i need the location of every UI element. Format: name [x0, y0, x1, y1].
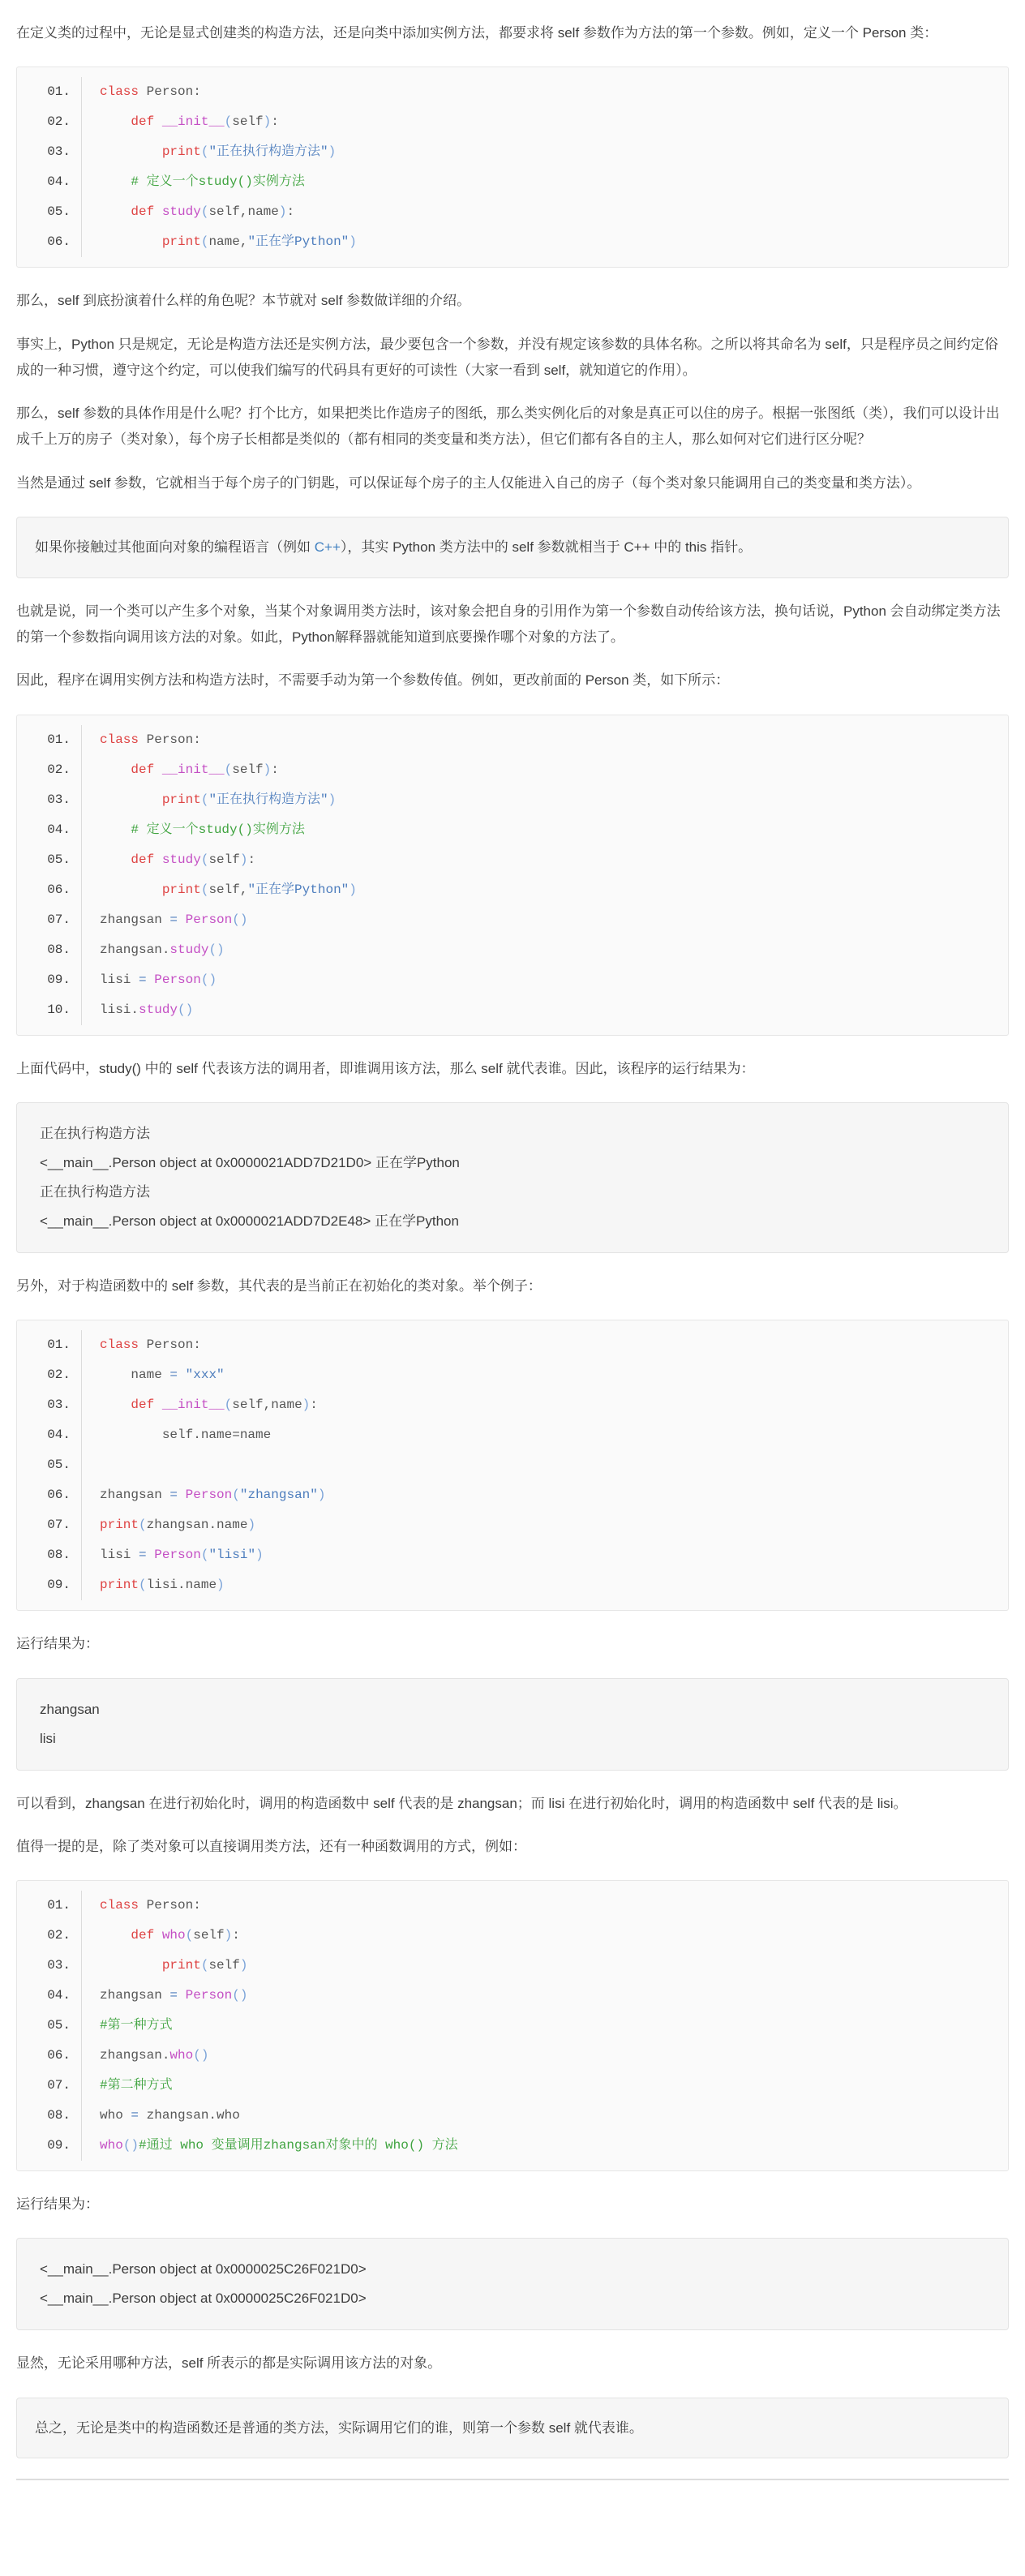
code-line	[17, 935, 1008, 965]
line-number: 02.	[17, 1921, 82, 1951]
code-line	[17, 2041, 1008, 2071]
code-text: def study(self,name):	[131, 204, 295, 220]
run-result-label: 运行结果为：	[16, 2196, 99, 2213]
code-line	[17, 1330, 1008, 1360]
code-line	[17, 2071, 1008, 2101]
paragraph: 那么，self 参数的具体作用是什么呢？打个比方，如果把类比作造房子的图纸，那么类实例化后的对象是真正可以住的房子。根据一张图纸（类），我们可以设计出成千上万的房子（类对象），每个房子长相都是类似的（都有相同的类变量和类方法），但它们都有各自的主人，那么如何对它们进行区分呢？	[16, 406, 1000, 448]
code-text: print("正在执行构造方法")	[161, 144, 337, 160]
code-line	[17, 77, 1008, 107]
code-text: print(name,"正在学Python")	[161, 234, 357, 250]
code-text: zhangsan = Person("zhangsan")	[100, 1488, 326, 1503]
output-line: <__main__.Person object at 0x0000025C26F021D0>	[40, 2261, 367, 2278]
line-number: 01.	[17, 725, 82, 755]
code-text: class Person:	[100, 732, 201, 747]
code-text: zhangsan.who()	[100, 2048, 209, 2063]
output-line: 正在执行构造方法	[40, 1125, 150, 1141]
output-line: lisi	[40, 1730, 56, 1746]
line-number: 01.	[17, 1330, 82, 1360]
code-text: def study(self):	[131, 852, 256, 867]
code-text: def __init__(self):	[131, 762, 279, 777]
line-number: 02.	[17, 755, 82, 785]
line-number: 03.	[17, 1951, 82, 1981]
code-line	[17, 1420, 1008, 1450]
paragraph: 可以看到，zhangsan 在进行初始化时，调用的构造函数中 self 代表的是 zhangsan；而 lisi 在进行初始化时，调用的构造函数中 self 代表的是 lisi。	[16, 1795, 907, 1811]
code-text: print("正在执行构造方法")	[161, 792, 337, 807]
code-text: def who(self):	[131, 1928, 240, 1943]
line-number: 08.	[17, 1540, 82, 1570]
code-line	[17, 2011, 1008, 2041]
line-number: 05.	[17, 1450, 82, 1480]
output-box-names-result	[16, 1678, 1009, 1771]
line-number: 04.	[17, 167, 82, 197]
line-number: 04.	[17, 815, 82, 845]
code-line	[17, 1450, 1008, 1480]
code-line	[17, 1981, 1008, 2011]
code-line	[17, 137, 1008, 167]
code-text: self.name=name	[100, 1428, 272, 1443]
output-box-study-result	[16, 1102, 1009, 1253]
code-line	[17, 1570, 1008, 1600]
code-line	[17, 1480, 1008, 1510]
line-number: 09.	[17, 1570, 82, 1600]
code-line	[17, 2131, 1008, 2161]
paragraph: 显然，无论采用哪种方法，self 所表示的都是实际调用该方法的对象。	[16, 2355, 442, 2372]
code-text: #第二种方式	[100, 2078, 173, 2093]
output-line: <__main__.Person object at 0x0000025C26F021D0>	[40, 2290, 367, 2307]
line-number: 03.	[17, 137, 82, 167]
paragraph: 另外，对于构造函数中的 self 参数，其代表的是当前正在初始化的类对象。举个例子：	[16, 1277, 542, 1294]
code-text: lisi = Person("lisi")	[100, 1548, 264, 1563]
line-number: 08.	[17, 2101, 82, 2131]
code-line	[17, 2101, 1008, 2131]
code-line	[17, 197, 1008, 227]
code-text: print(self,"正在学Python")	[161, 882, 357, 897]
code-text: who()#通过 who 变量调用zhangsan对象中的 who() 方法	[100, 2138, 458, 2153]
line-number: 09.	[17, 2131, 82, 2161]
code-line	[17, 1891, 1008, 1921]
output-box-who-result	[16, 2238, 1009, 2330]
output-line: zhangsan	[40, 1701, 100, 1717]
code-line	[17, 167, 1008, 197]
line-number: 01.	[17, 1891, 82, 1921]
output-line: <__main__.Person object at 0x0000021ADD7D2E48> 正在学Python	[40, 1213, 459, 1229]
code-text: class Person:	[100, 1898, 201, 1913]
code-block-person-class	[16, 67, 1009, 268]
code-text	[82, 1450, 100, 1480]
line-number: 08.	[17, 935, 82, 965]
line-number: 01.	[17, 77, 82, 107]
code-text: #第一种方式	[100, 2018, 173, 2033]
code-text: print(zhangsan.name)	[100, 1518, 256, 1533]
paragraph: 事实上，Python 只是规定，无论是构造方法还是实例方法，最少要包含一个参数，并没有规定该参数的具体名称。之所以将其命名为 self，只是程序员之间约定俗成的一种习惯，遵守这个约定，可以使我们编写的代码具有更好的可读性（大家一看到 self，就知道它的作用）。	[16, 336, 998, 378]
line-number: 05.	[17, 845, 82, 875]
code-text: zhangsan.study()	[100, 942, 225, 957]
paragraph: 也就是说，同一个类可以产生多个对象，当某个对象调用类方法时，该对象会把自身的引用作为第一个参数自动传给该方法，换句话说，Python 会自动绑定类方法的第一个参数指向调用该方法的对象。如此，Python解释器就能知道到底要操作哪个对象的方法了。	[16, 603, 1001, 646]
code-line	[17, 107, 1008, 137]
code-text: def __init__(self,name):	[131, 1397, 318, 1413]
line-number: 04.	[17, 1981, 82, 2011]
line-number: 02.	[17, 1360, 82, 1390]
output-line: <__main__.Person object at 0x0000021ADD7D21D0> 正在学Python	[40, 1154, 460, 1170]
code-text: zhangsan = Person()	[100, 1988, 248, 2003]
line-number: 03.	[17, 785, 82, 815]
code-text: name = "xxx"	[100, 1367, 225, 1383]
code-line	[17, 227, 1008, 257]
code-block-init-example	[16, 1320, 1009, 1611]
code-text: who = zhangsan.who	[100, 2108, 240, 2123]
line-number: 02.	[17, 107, 82, 137]
cpp-link[interactable]: C++	[314, 539, 341, 556]
line-number: 07.	[17, 2071, 82, 2101]
line-number: 06.	[17, 1480, 82, 1510]
line-number: 06.	[17, 875, 82, 905]
code-block-who-example	[16, 1880, 1009, 2171]
paragraph: 当然是通过 self 参数，它就相当于每个房子的门钥匙，可以保证每个房子的主人仅能进入自己的房子（每个类对象只能调用自己的类变量和类方法）。	[16, 474, 921, 491]
paragraph: 上面代码中，study() 中的 self 代表该方法的调用者，即谁调用该方法，那么 self 就代表谁。因此，该程序的运行结果为：	[16, 1060, 755, 1076]
line-number: 06.	[17, 227, 82, 257]
line-number: 06.	[17, 2041, 82, 2071]
code-line	[17, 815, 1008, 845]
code-text: def __init__(self):	[131, 114, 279, 130]
code-text: # 定义一个study()实例方法	[131, 822, 305, 837]
line-number: 05.	[17, 2011, 82, 2041]
code-line	[17, 1921, 1008, 1951]
code-line	[17, 965, 1008, 995]
line-number: 04.	[17, 1420, 82, 1450]
note-box-summary	[16, 2398, 1009, 2459]
code-text: class Person:	[100, 1337, 201, 1353]
note-text: 总之，无论是类中的构造函数还是普通的类方法，实际调用它们的谁，则第一个参数 self 就代表谁。	[35, 2419, 643, 2436]
code-line	[17, 1390, 1008, 1420]
code-text: print(lisi.name)	[100, 1578, 225, 1593]
output-line: 正在执行构造方法	[40, 1183, 150, 1200]
line-number: 07.	[17, 1510, 82, 1540]
code-line	[17, 1360, 1008, 1390]
code-block-person-class-updated	[16, 715, 1009, 1036]
code-line	[17, 845, 1008, 875]
note-text: ），其实 Python 类方法中的 self 参数就相当于 C++ 中的 this 指针。	[340, 539, 753, 556]
paragraph: 那么，self 到底扮演着什么样的角色呢？本节就对 self 参数做详细的介绍。	[16, 293, 471, 309]
line-number: 05.	[17, 197, 82, 227]
code-line	[17, 785, 1008, 815]
code-text: lisi.study()	[100, 1002, 194, 1017]
paragraph: 值得一提的是，除了类对象可以直接调用类方法，还有一种函数调用的方式，例如：	[16, 1838, 526, 1854]
note-text: 如果你接触过其他面向对象的编程语言（例如	[35, 539, 315, 556]
code-line	[17, 755, 1008, 785]
code-line	[17, 905, 1008, 935]
paragraph-intro: 在定义类的过程中，无论是显式创建类的构造方法，还是向类中添加实例方法，都要求将 self 参数作为方法的第一个参数。例如，定义一个 Person 类：	[16, 25, 938, 41]
note-box-cpp	[16, 517, 1009, 578]
line-number: 03.	[17, 1390, 82, 1420]
code-text: zhangsan = Person()	[100, 912, 248, 927]
code-text: print(self)	[161, 1958, 248, 1973]
code-text: # 定义一个study()实例方法	[131, 174, 305, 190]
line-number: 07.	[17, 905, 82, 935]
code-line	[17, 1951, 1008, 1981]
code-line	[17, 875, 1008, 905]
code-line	[17, 1510, 1008, 1540]
code-text: class Person:	[100, 84, 201, 100]
run-result-label: 运行结果为：	[16, 1636, 99, 1652]
divider	[16, 2479, 1009, 2480]
line-number: 09.	[17, 965, 82, 995]
code-line	[17, 725, 1008, 755]
code-line	[17, 1540, 1008, 1570]
code-text: lisi = Person()	[100, 972, 217, 987]
paragraph: 因此，程序在调用实例方法和构造方法时，不需要手动为第一个参数传值。例如，更改前面的 Person 类，如下所示：	[16, 672, 730, 689]
code-line	[17, 995, 1008, 1025]
line-number: 10.	[17, 995, 82, 1025]
